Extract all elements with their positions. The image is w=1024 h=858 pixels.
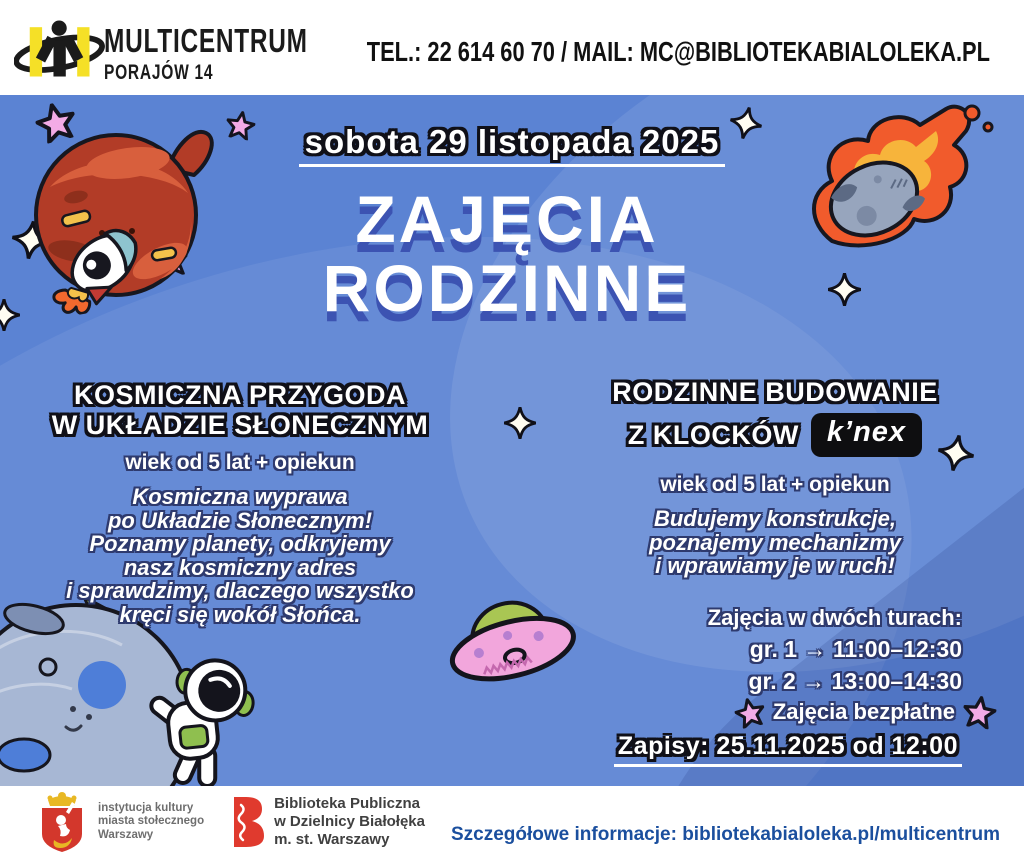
left-desc-line: Poznamy planety, odkryjemy — [89, 531, 391, 556]
right-desc-line: poznajemy mechanizmy — [649, 529, 901, 555]
org-name-main: MULTICENTRUM — [104, 22, 308, 59]
city-label-line: Warszawy — [98, 828, 154, 841]
left-desc-line: nasz kosmiczny adres — [123, 554, 357, 580]
left-event-heading — [30, 380, 450, 440]
header-contact[interactable]: TEL.: 22 614 60 70 / MAIL: MC@BIBLIOTEKABIALOLEKA.PL — [366, 36, 990, 67]
left-event-heading-line2: W UKŁADZIE SŁONECZNYM — [51, 410, 429, 440]
pink-star-icon — [961, 694, 998, 730]
library-label-line: w Dzielnicy Białołęka — [274, 813, 425, 830]
footer-info-link[interactable]: Szczegółowe informacje: bibliotekabialoleka.pl/multicentrum — [450, 824, 1000, 845]
library-label-line: m. st. Warszawy — [274, 831, 390, 848]
signup-text: Zapisy: 25.11.2025 od 12:00 — [614, 732, 962, 767]
org-name — [104, 22, 379, 85]
date-text: sobota 29 listopada 2025 — [299, 123, 726, 167]
schedule-group-1: gr. 1 → 11:00–12:30 — [749, 636, 962, 662]
signup-line — [614, 732, 962, 767]
title-line-2: RODZINNE — [322, 251, 692, 325]
right-desc-line: Budujemy konstrukcje, — [653, 506, 897, 531]
left-event-age: wiek od 5 lat + opiekun — [125, 451, 355, 474]
left-event-heading-line1: KOSMICZNA PRZYGODA — [74, 380, 406, 410]
title-line-1: ZAJĘCIA — [355, 182, 659, 256]
left-desc-line: po Układzie Słonecznym! — [107, 507, 373, 533]
warsaw-crest-icon — [36, 790, 88, 854]
city-label-line: miasta stołecznego — [98, 815, 205, 828]
library-label-line: Biblioteka Publiczna — [274, 795, 420, 812]
date-banner — [0, 123, 1024, 167]
right-event-heading-line2 — [565, 413, 985, 457]
left-desc-line: i sprawdzimy, dlaczego wszystko — [66, 578, 414, 603]
ufo-icon — [426, 573, 594, 701]
left-event-description — [30, 485, 450, 626]
city-label — [98, 802, 204, 843]
left-desc-line: kręci się wokół Słońca. — [119, 601, 361, 627]
right-event-heading-line1: RODZINNE BUDOWANIE — [612, 377, 938, 407]
org-name-sub: PORAJÓW 14 — [104, 61, 214, 84]
page-title — [0, 182, 1014, 325]
library-label — [274, 795, 425, 849]
multicentrum-logo-icon — [14, 12, 110, 86]
city-label-line: instytucja kultury — [98, 801, 194, 814]
left-desc-line: Kosmiczna wyprawa — [132, 484, 348, 509]
library-logo-icon — [230, 793, 264, 851]
poster-body — [0, 95, 1024, 786]
right-desc-line: i wprawiamy je w ruch! — [655, 553, 895, 578]
right-event-heading-prefix: Z KLOCKÓW — [627, 420, 799, 450]
astronaut-icon — [140, 651, 258, 786]
header-bar — [0, 0, 1024, 95]
free-label: Zajęcia bezpłatne — [772, 699, 955, 724]
sparkle-icon — [504, 407, 536, 439]
schedule-group-2: gr. 2 → 13:00–14:30 — [748, 668, 962, 694]
footer-partners — [36, 786, 425, 858]
pink-star-icon — [732, 695, 767, 730]
schedule-heading: Zajęcia w dwóch turach: — [707, 605, 962, 630]
right-event-description — [565, 507, 985, 578]
free-label-row — [735, 696, 996, 728]
right-event-age: wiek od 5 lat + opiekun — [660, 473, 890, 496]
schedule-block — [708, 603, 962, 697]
knex-brand-badge: k’nex — [811, 413, 922, 457]
footer-bar — [0, 786, 1024, 858]
